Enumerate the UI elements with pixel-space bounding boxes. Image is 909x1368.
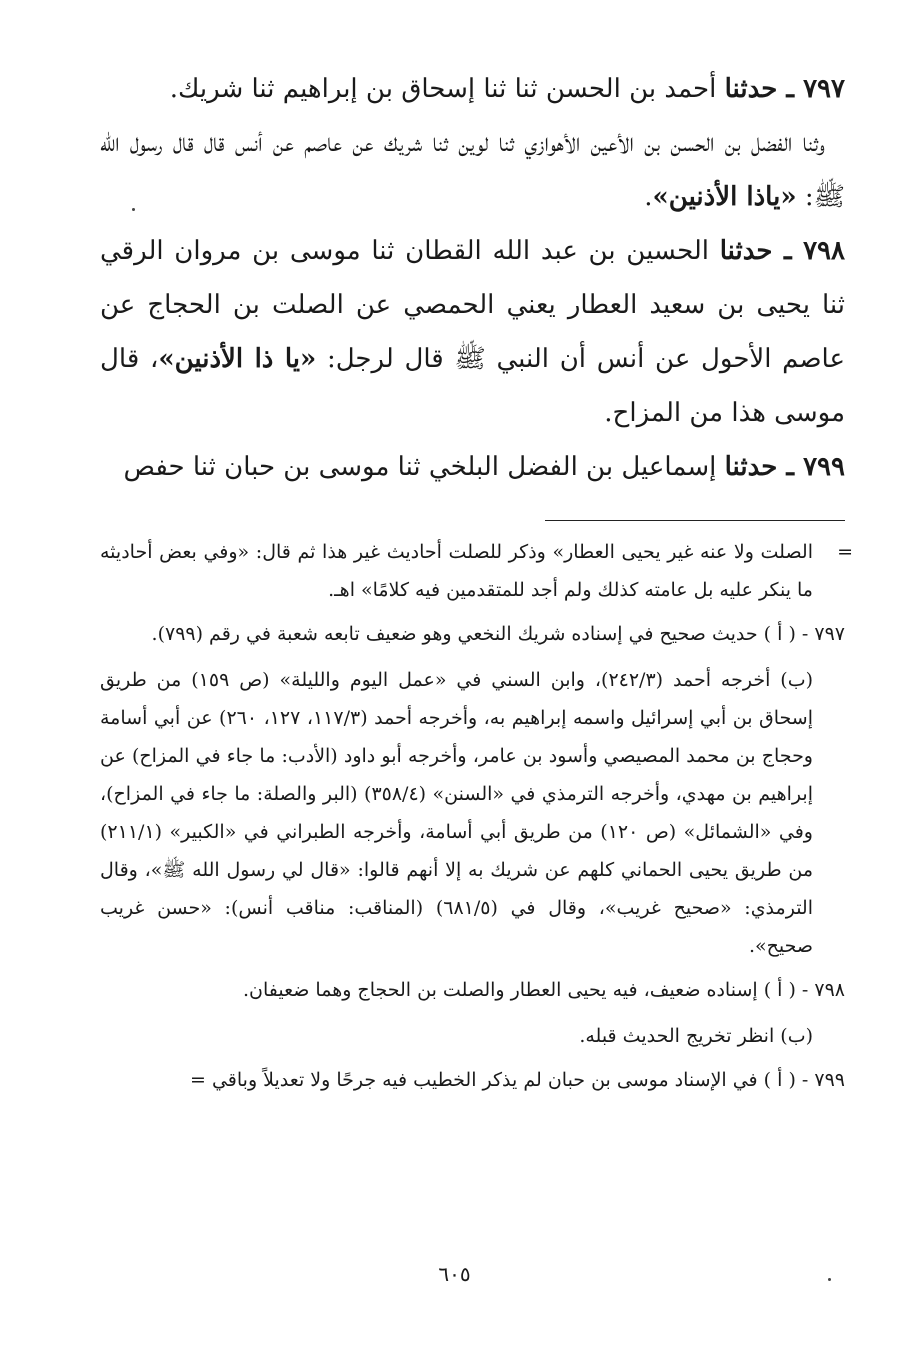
hadith-text: أحمد بن الحسن ثنا ثنا إسحاق بن إبراهيم ثنا شريك.	[169, 74, 717, 104]
hadith-number: ٧٩٩	[803, 452, 845, 482]
page-number: ٦٠٥	[438, 1262, 471, 1286]
continuation-marker: =	[837, 541, 853, 563]
hadith-text: ، قال موسى هذا من المزاح.	[100, 344, 845, 428]
hadith-lead: حدثنا	[724, 74, 778, 104]
hadith-number: ٧٩٧	[803, 74, 845, 104]
hadith-text: الحسين بن عبد الله القطان ثنا موسى بن مروان الرقي ثنا يحيى بن سعيد العطار يعني الحمصي عن الصلت بن الحجاج عن عاصم الأحول عن أنس أن النبي ﷺ قال لرجل:	[100, 236, 845, 374]
footnote-797a: ٧٩٧ - ( أ ) حديث صحيح في إسناده شريك النخعي وهو ضعيف تابعه شعبة في رقم (٧٩٩).	[151, 623, 845, 645]
hadith-number: ٧٩٨	[803, 236, 845, 266]
page-body	[100, 62, 853, 1105]
footnote-divider	[545, 520, 845, 521]
footnote-798a: ٧٩٨ - ( أ ) إسناده ضعيف، فيه يحيى العطار والصلت بن الحجاج وهما ضعيفان.	[242, 979, 845, 1001]
footnote-799a: ٧٩٩ - ( أ ) في الإسناد موسى بن حبان لم يذكر الخطيب فيه جرحًا ولا تعديلاً وباقي =	[190, 1069, 845, 1091]
scan-speck	[132, 208, 135, 211]
main-text	[100, 62, 845, 494]
footnotes	[100, 533, 853, 1099]
footnote-continuation: = الصلت ولا عنه غير يحيى العطار» وذكر للصلت أحاديث غير هذا ثم قال: «وفي بعض أحاديثه ما ينكر عليه بل عامته كذلك ولم أجد للمتقدمين فيه كلامًا» اهـ.	[100, 533, 845, 609]
hadith-799: ٧٩٩ ـ حدثنا إسماعيل بن الفضل البلخي ثنا موسى بن حبان ثنا حفص	[123, 452, 845, 482]
hadith-lead: حدثنا	[719, 236, 773, 266]
scan-speck	[828, 1278, 831, 1281]
hadith-text: وثنا الفضل بن الحسن بن الأعين الأهوازي ثنا لوين ثنا شريك عن عاصم عن أنس قال قال رسول الله ﷺ:	[100, 128, 845, 212]
hadith-quote: «يا ذا الأذنين»	[158, 344, 317, 374]
hadith-lead: حدثنا	[724, 452, 778, 482]
footnote-798b: (ب) انظر تخريج الحديث قبله.	[579, 1025, 813, 1047]
hadith-797-chain: وثنا الفضل بن الحسن بن الأعين الأهوازي ثنا لوين ثنا شريك عن عاصم عن أنس قال قال رسول الله ﷺ: «ياذا الأذنين».	[100, 128, 845, 212]
hadith-text: إسماعيل بن الفضل البلخي ثنا موسى بن حبان ثنا حفص	[123, 452, 717, 482]
hadith-798: ٧٩٨ ـ حدثنا الحسين بن عبد الله القطان ثنا موسى بن مروان الرقي ثنا يحيى بن سعيد العطار يعني الحمصي عن الصلت بن الحجاج عن عاصم الأحول عن أنس أن النبي ﷺ قال لرجل: «يا ذا الأذنين»، قال موسى هذا من المزاح.	[100, 236, 845, 428]
hadith-quote: «ياذا الأذنين»	[652, 182, 797, 212]
hadith-797: ٧٩٧ ـ حدثنا أحمد بن الحسن ثنا ثنا إسحاق بن إبراهيم ثنا شريك.	[169, 74, 845, 104]
footnote-797b: (ب) أخرجه أحمد (٢٤٢/٣)، وابن السني في «عمل اليوم والليلة» (ص ١٥٩) من طريق إسحاق بن أبي إسرائيل واسمه إبراهيم به، وأخرجه أحمد (١١٧/٣، ١٢٧، ٢٦٠) عن أبي أسامة وحجاج بن محمد المصيصي وأسود بن عامر، وأخرجه أبو داود (الأدب: ما جاء في المزاح) عن إبراهيم بن مهدي، وأخرجه الترمذي في «السنن» (٣٥٨/٤) (البر والصلة: ما جاء في المزاح)، وفي «الشمائل» (ص ١٢٠) من طريق أبي أسامة، وأخرجه الطبراني في «الكبير» (٢١١/١) من طريق يحيى الحماني كلهم عن شريك به إلا أنهم قالوا: «قال لي رسول الله ﷺ»، وقال الترمذي: «صحيح غريب»، وقال في (٦٨١/٥) (المناقب: مناقب أنس): «حسن غريب صحيح».	[100, 669, 814, 957]
